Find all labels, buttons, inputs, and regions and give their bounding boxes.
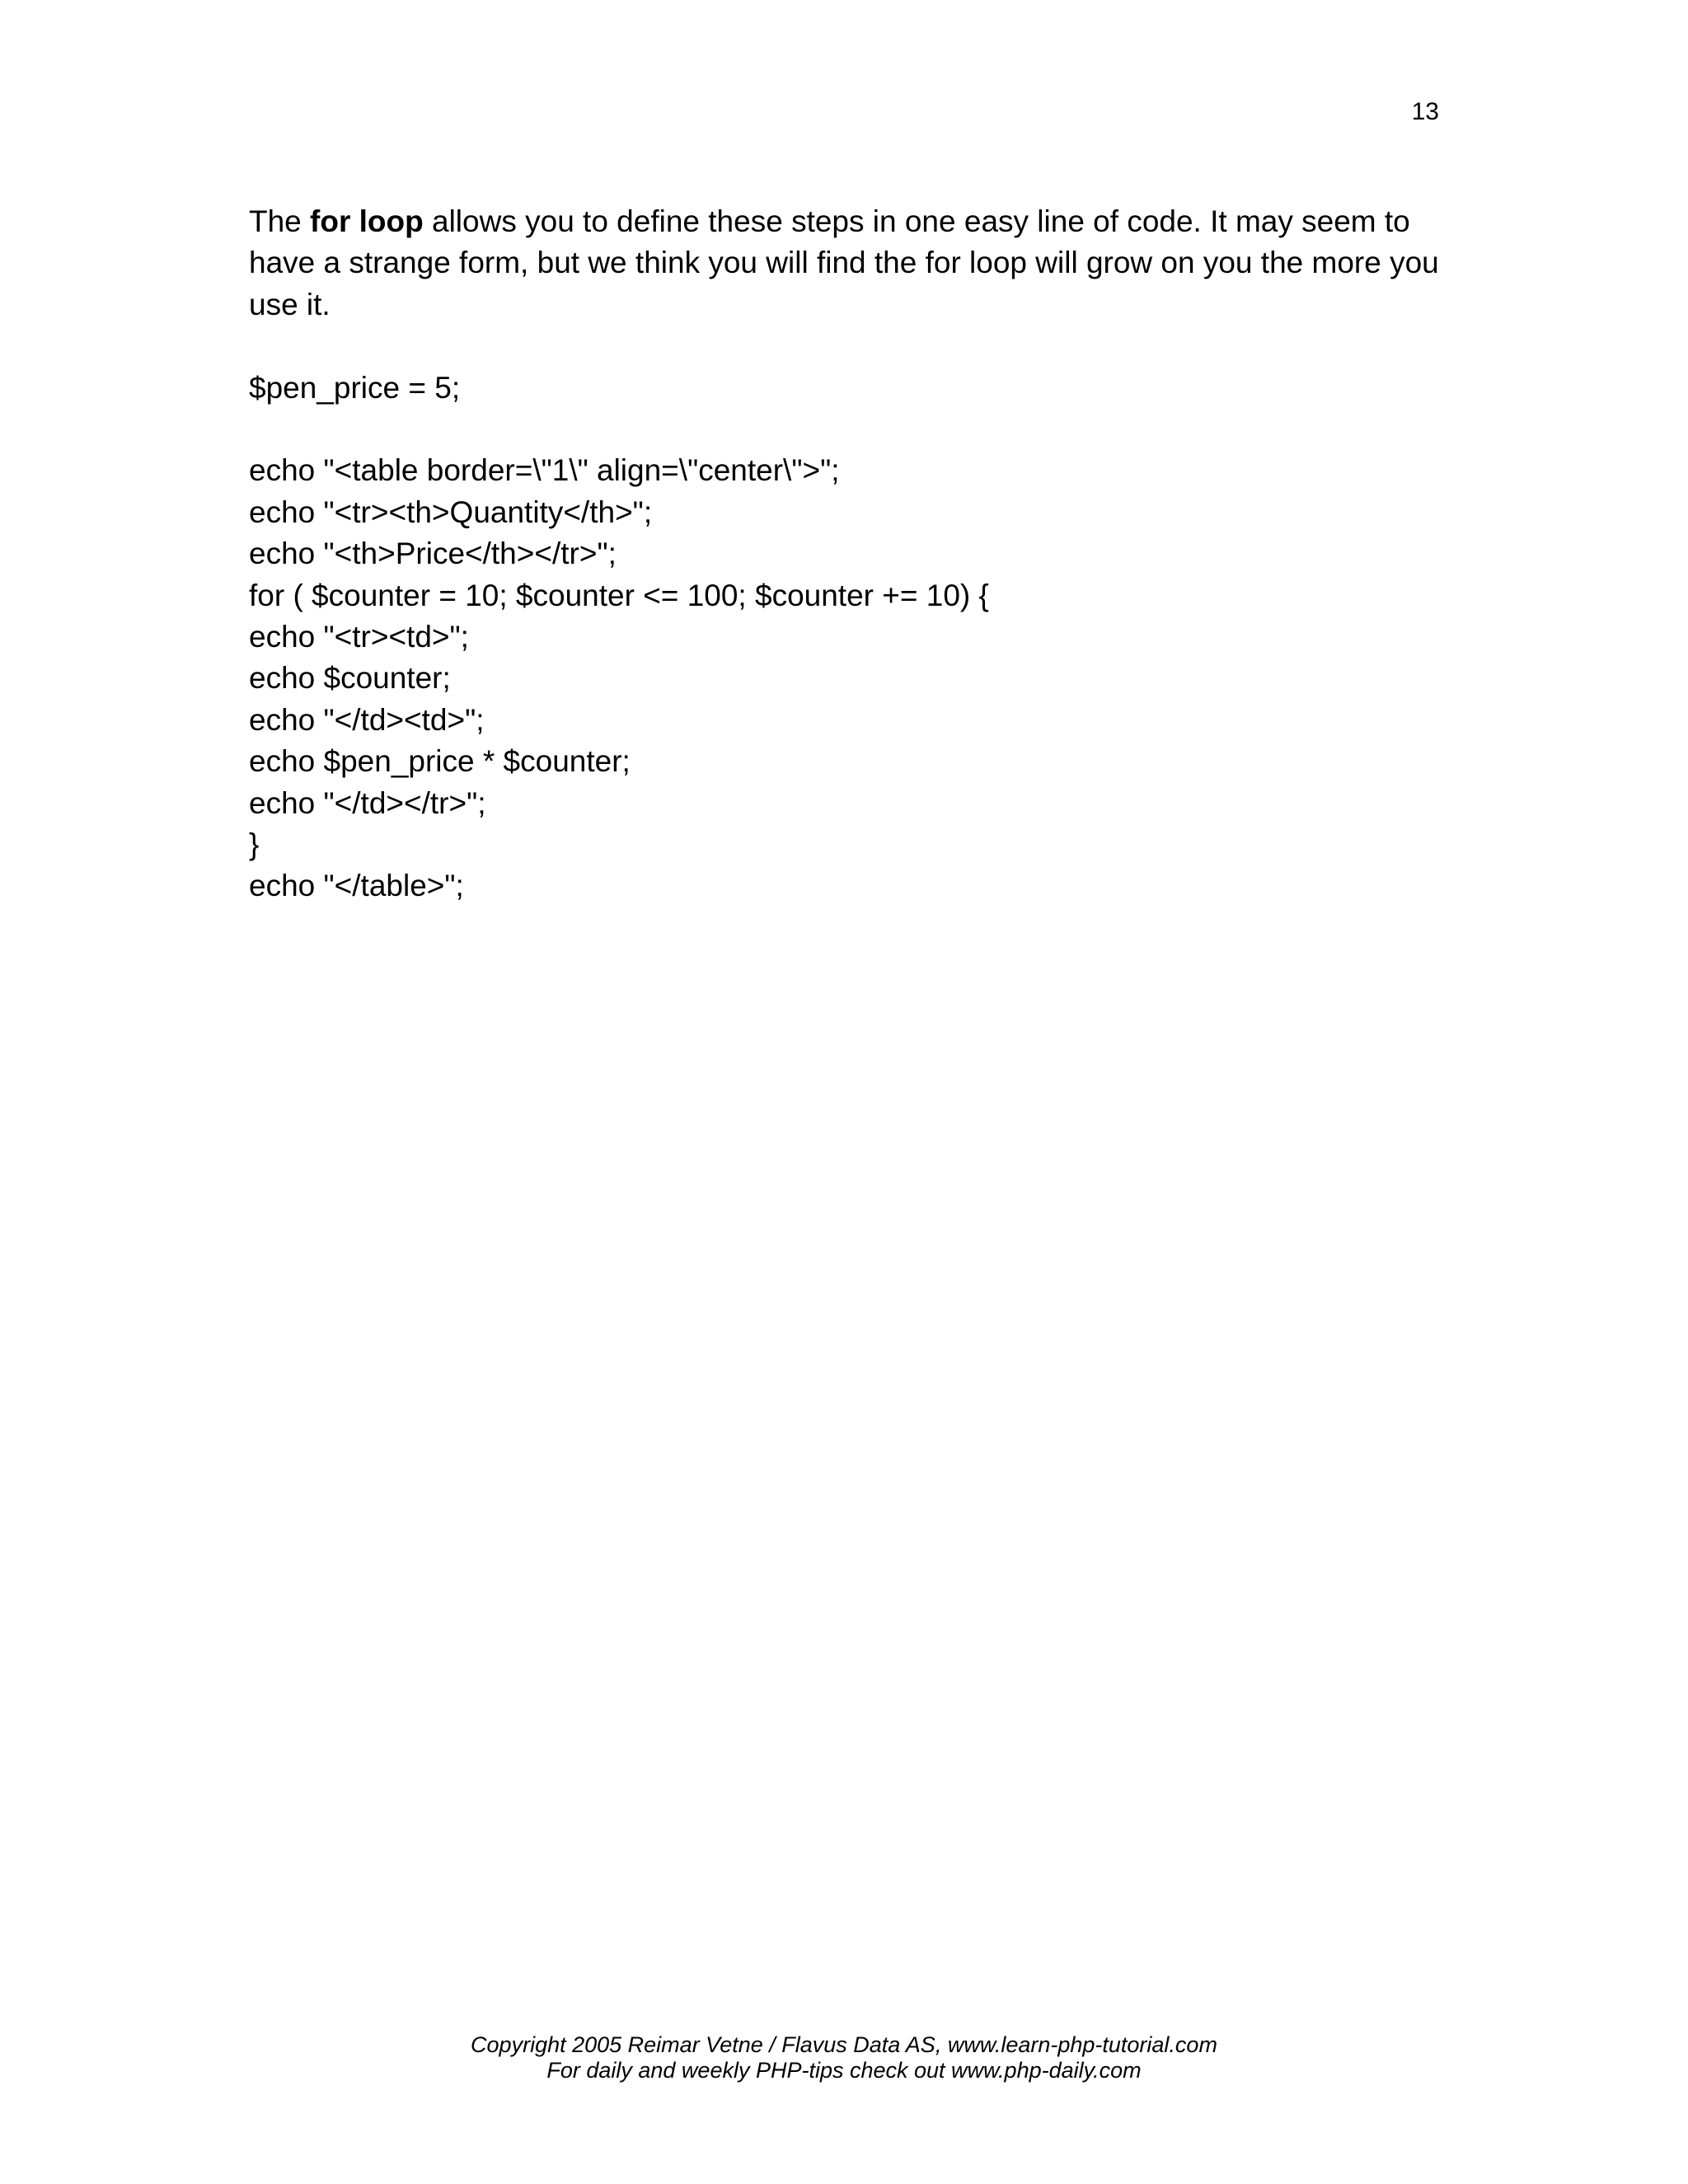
code-line: }: [249, 827, 260, 862]
code-line: echo "</table>";: [249, 869, 464, 903]
code-line: echo $counter;: [249, 661, 451, 696]
code-line: echo "</td></tr>";: [249, 785, 486, 820]
code-line: echo "<tr><th>Quantity</th>";: [249, 494, 653, 529]
code-line: echo "<table border=\"1\" align=\"center\">";: [249, 453, 840, 488]
intro-paragraph: [249, 201, 1452, 326]
code-line: for ( $counter = 10; $counter <= 100; $counter += 10) {: [249, 578, 989, 612]
code-line: echo $pen_price * $counter;: [249, 744, 631, 779]
code-assignment: $pen_price = 5;: [249, 370, 461, 405]
intro-suffix: allows you to define these steps in one easy line of code. It may seem to have a strange form, but we think you will find the for loop will grow on you the more you use it.: [249, 204, 1439, 321]
code-line: echo "</td><td>";: [249, 702, 485, 737]
footer-tips: For daily and weekly PHP-tips check out www.php-daily.com: [546, 2058, 1142, 2083]
footer-copyright: Copyright 2005 Reimar Vetne / Flavus Data AS, www.learn-php-tutorial.com: [471, 2032, 1217, 2057]
intro-bold-term: for loop: [310, 204, 424, 238]
code-line: echo "<tr><td>";: [249, 620, 469, 654]
main-content: [249, 201, 1452, 907]
intro-prefix: The: [249, 204, 311, 238]
page-footer: [0, 2032, 1688, 2083]
page-number: 13: [1411, 98, 1439, 125]
code-line: echo "<th>Price</th></tr>";: [249, 537, 617, 571]
code-block: [249, 450, 1452, 907]
spacer: [249, 326, 1452, 367]
spacer: [249, 409, 1452, 450]
